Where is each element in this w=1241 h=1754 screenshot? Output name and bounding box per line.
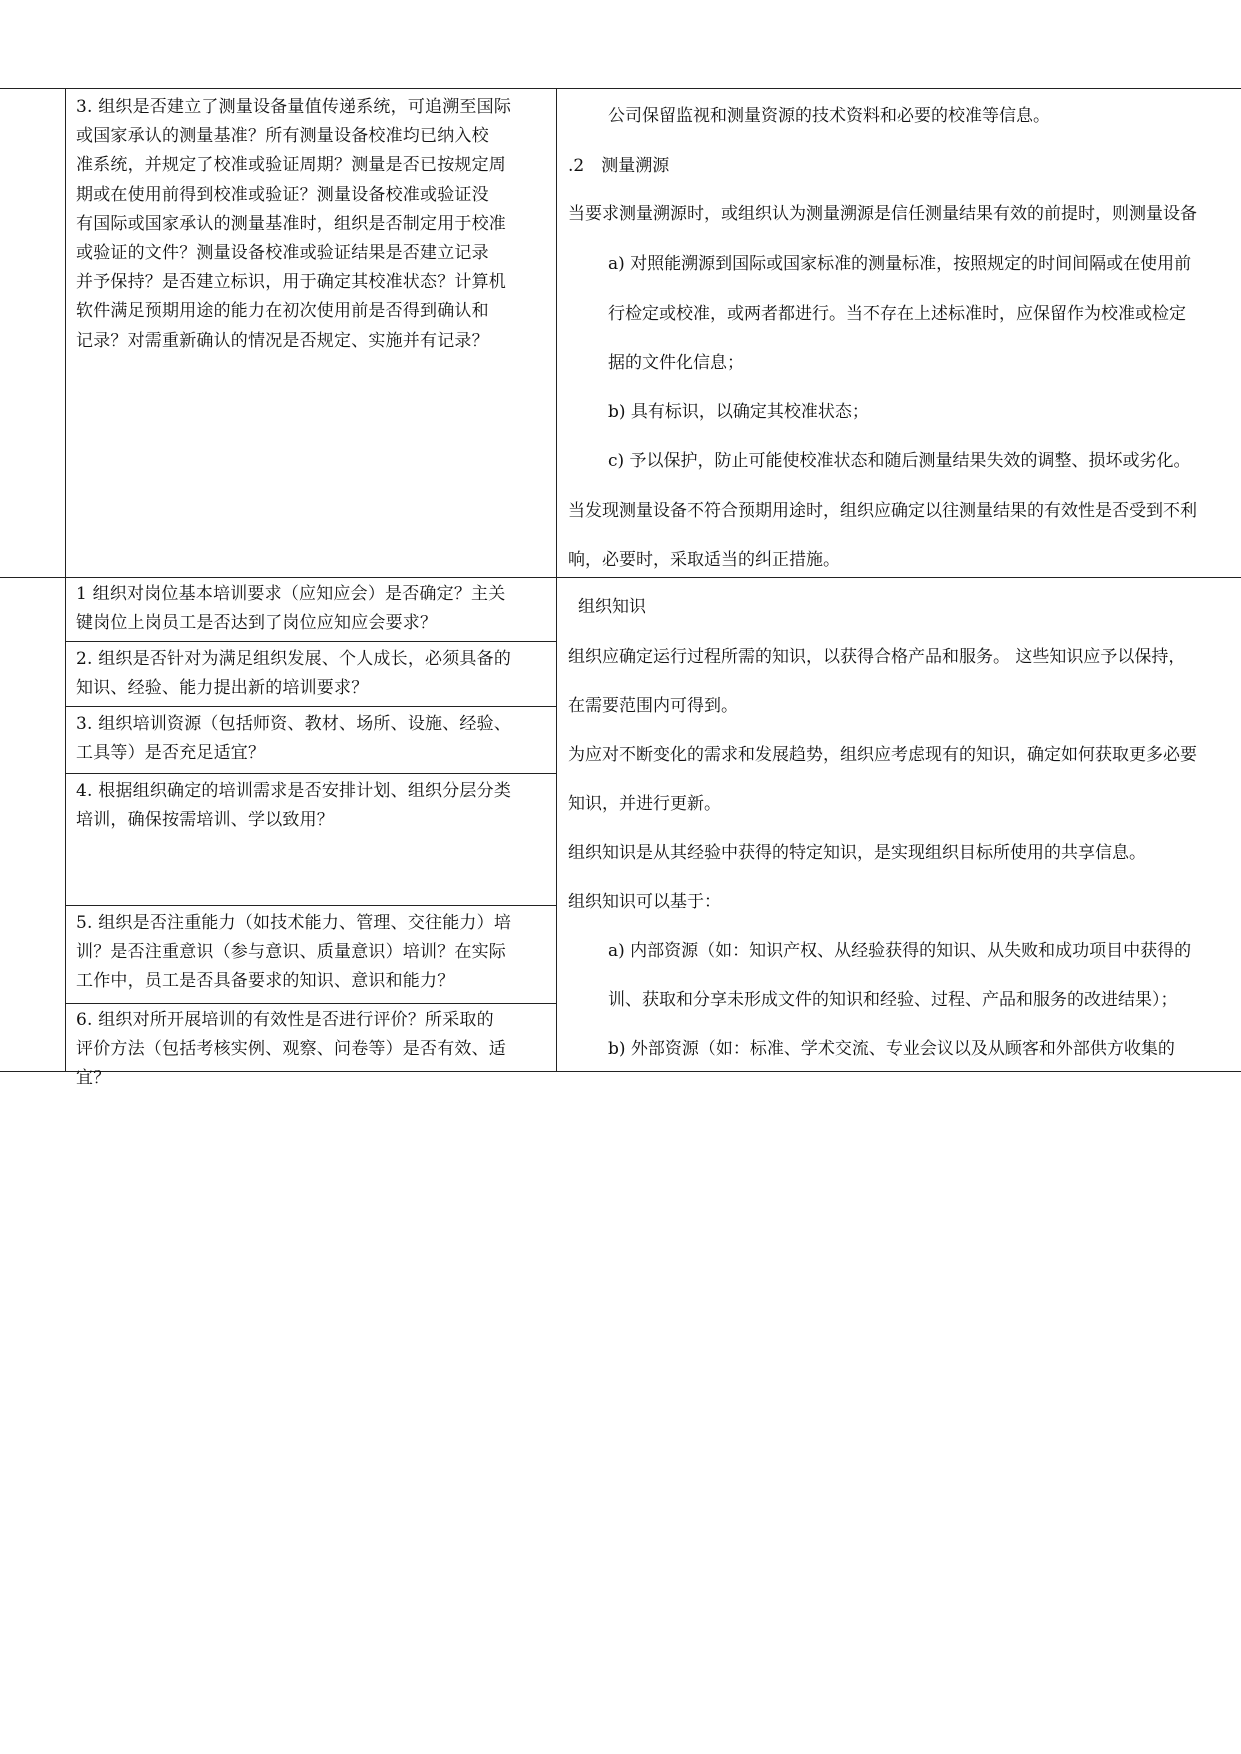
standard-line: 组织知识可以基于： [568, 892, 721, 912]
standard-line: 为应对不断变化的需求和发展趋势，组织应考虑现有的知识，确定如何获取更多必要 [568, 745, 1197, 765]
standard-line: 响，必要时，采取适当的纠正措施。 [568, 550, 840, 570]
column-divider-2 [556, 88, 557, 1072]
row-divider [65, 641, 556, 642]
measurement-question-cell [76, 93, 511, 356]
training-question-5 [76, 909, 511, 997]
standard-list-item: a) 对照能溯源到国际或国家标准的测量标准，按照规定的时间间隔或在使用前 [608, 254, 1192, 274]
standard-list-item: b) 外部资源（如：标准、学术交流、专业会议以及从顾客和外部供方收集的 [608, 1039, 1175, 1059]
standard-line: 当要求测量溯源时，或组织认为测量溯源是信任测量结果有效的前提时，则测量设备 [568, 204, 1197, 224]
row-divider [65, 1003, 556, 1004]
standard-line: 训、获取和分享未形成文件的知识和经验、过程、产品和服务的改进结果）； [608, 990, 1178, 1010]
training-question-2 [76, 645, 511, 703]
question-line: 键岗位上岗员工是否达到了岗位应知应会要求？ [76, 613, 438, 634]
question-line: 培训，确保按需培训、学以致用？ [76, 810, 334, 831]
question-line: 并予保持？是否建立标识，用于确定其校准状态？计算机 [76, 272, 506, 293]
standard-line: 当发现测量设备不符合预期用途时，组织应确定以往测量结果的有效性是否受到不利 [568, 501, 1197, 521]
row-divider [65, 706, 556, 707]
question-line: 工具等）是否充足适宜？ [76, 743, 266, 764]
question-line: 知识、经验、能力提出新的培训要求？ [76, 678, 369, 699]
question-line: 4. 根据组织确定的培训需求是否安排计划、组织分层分类 [76, 781, 512, 801]
question-line: 评价方法（包括考核实例、观察、问卷等）是否有效、适 [76, 1039, 506, 1060]
training-question-3 [76, 710, 511, 768]
question-line: 训？是否注重意识（参与意识、质量意识）培训？在实际 [76, 942, 506, 963]
question-line: 3. 组织是否建立了测量设备量值传递系统，可追溯至国际 [76, 97, 512, 117]
question-line: 准系统，并规定了校准或验证周期？测量是否已按规定周 [76, 155, 506, 176]
question-line: 宜？ [76, 1068, 111, 1089]
question-line: 5. 组织是否注重能力（如技术能力、管理、交往能力）培 [76, 913, 512, 933]
training-question-6 [76, 1006, 506, 1094]
standard-list-item: a) 内部资源（如：知识产权、从经验获得的知识、从失败和成功项目中获得的 [608, 941, 1192, 961]
standard-list-item: c) 予以保护，防止可能使校准状态和随后测量结果失效的调整、损坏或劣化。 [608, 451, 1191, 471]
question-line: 1 组织对岗位基本培训要求（应知应会）是否确定？主关 [76, 584, 506, 604]
question-line: 期或在使用前得到校准或验证？测量设备校准或验证没 [76, 184, 489, 205]
row-divider [65, 773, 556, 774]
row-divider [65, 905, 556, 906]
training-question-1 [76, 580, 505, 638]
column-divider-1 [65, 88, 66, 1072]
question-line: 有国际或国家承认的测量基准时，组织是否制定用于校准 [76, 213, 506, 234]
question-line: 6. 组织对所开展培训的有效性是否进行评价？所采取的 [76, 1010, 494, 1030]
standard-line: 公司保留监视和测量资源的技术资料和必要的校准等信息。 [608, 106, 1050, 126]
standard-heading: .2 测量溯源 [568, 156, 670, 176]
standard-heading: 组织知识 [578, 597, 646, 617]
question-line: 工作中，员工是否具备要求的知识、意识和能力？ [76, 971, 455, 992]
question-line: 3. 组织培训资源（包括师资、教材、场所、设施、经验、 [76, 714, 512, 734]
question-line: 或国家承认的测量基准？所有测量设备校准均已纳入校 [76, 126, 489, 147]
standard-line: 知识，并进行更新。 [568, 794, 721, 814]
knowledge-standard-cell [568, 0, 1241, 1071]
standard-line: 行检定或校准，或两者都进行。当不存在上述标准时，应保留作为校准或检定 [608, 304, 1186, 324]
training-question-4 [76, 777, 511, 835]
question-line: 2. 组织是否针对为满足组织发展、个人成长，必须具备的 [76, 649, 512, 669]
question-line: 记录？对需重新确认的情况是否规定、实施并有记录？ [76, 330, 489, 351]
standard-line: 组织应确定运行过程所需的知识，以获得合格产品和服务。 这些知识应予以保持， [568, 647, 1186, 667]
standard-list-item: b) 具有标识，以确定其校准状态； [608, 402, 869, 422]
standard-line: 在需要范围内可得到。 [568, 696, 738, 716]
question-line: 或验证的文件？测量设备校准或验证结果是否建立记录 [76, 243, 489, 264]
question-line: 软件满足预期用途的能力在初次使用前是否得到确认和 [76, 301, 489, 322]
standard-line: 组织知识是从其经验中获得的特定知识，是实现组织目标所使用的共享信息。 [568, 843, 1146, 863]
standard-line: 据的文件化信息； [608, 353, 744, 373]
